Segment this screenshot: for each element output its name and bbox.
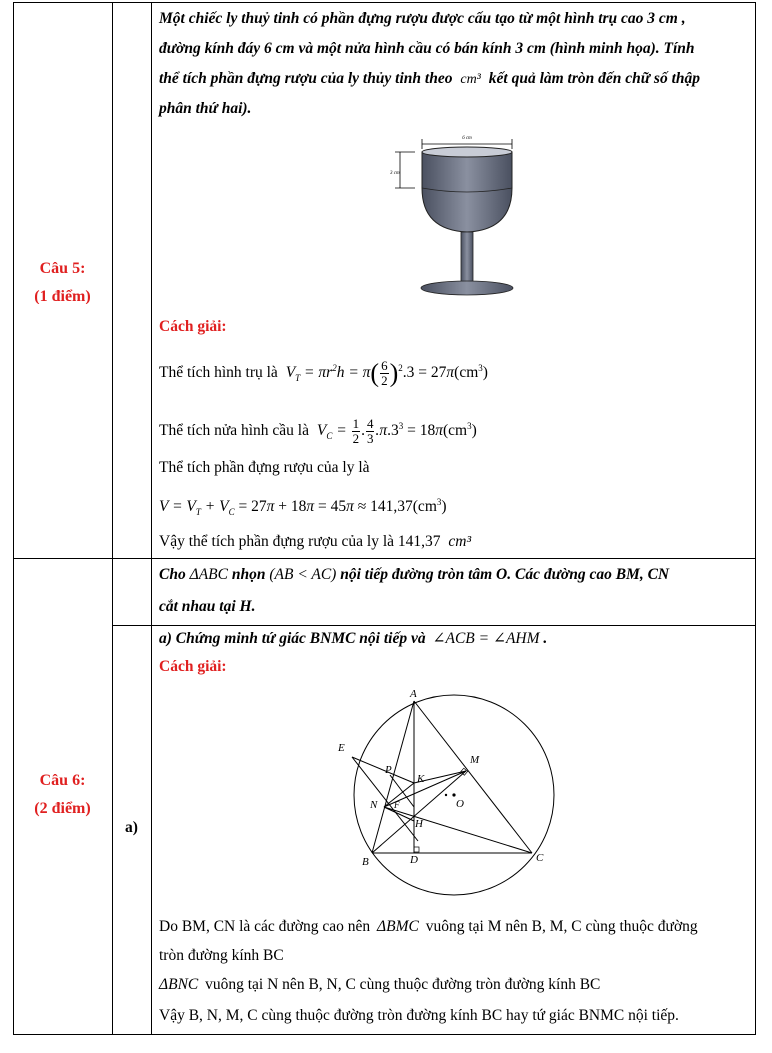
q5-problem-line-1: Một chiếc ly thuỷ tinh có phần đựng rượu được cấu tạo từ một hình trụ cao 3 cm , — [159, 10, 686, 27]
q5-problem-line-3a: thể tích phần đựng rượu của ly thủy tinh theo — [159, 70, 453, 87]
col-divider-2-bottom — [151, 558, 152, 1035]
point-label-k: K — [417, 773, 425, 785]
col-divider-1 — [112, 2, 113, 1035]
wine-glass-figure — [385, 130, 520, 310]
q5-points: (1 điểm) — [34, 288, 91, 304]
q5-step-hemisphere-text: Thể tích nửa hình cầu là — [159, 422, 309, 440]
circle-triangle-figure — [330, 683, 560, 908]
col-divider-2-top — [151, 2, 152, 558]
q6-proof-line-4: Vậy B, N, M, C cùng thuộc đường tròn đường kính BC hay tứ giác BNMC nội tiếp. — [159, 1007, 679, 1024]
fraction-6-over-2: $\frac{6}{2}$ — [381, 358, 388, 389]
q5-step-cylinder-text: Thể tích hình trụ là — [159, 364, 278, 382]
q5-step-cylinder-formula: $V_T = \pi r^2h = \pi$ — [285, 363, 371, 384]
width-dimension-label: 6 cm — [462, 136, 472, 141]
point-label-d: D — [410, 854, 418, 866]
table-border-left — [13, 2, 14, 1035]
q5-problem-line-3b: kết quả làm tròn đến chữ số thập — [488, 70, 701, 87]
q5-label: Câu 5: — [39, 260, 86, 277]
point-label-f: F — [394, 800, 400, 810]
table-border-bottom — [13, 1034, 756, 1035]
q6-proof-line-3-text: vuông tại N nên B, N, C cùng thuộc đường tròn đường kính BC — [205, 976, 601, 993]
q5-step-hemisphere: Thể tích nửa hình cầu là $V_C$ = $\frac{1}{2}$ . $\frac{4}{3}$ $.\pi.3^3 = 18\pi(cm^3)$ — [159, 416, 477, 447]
q5-conclusion — [159, 527, 471, 557]
q6-problem-line-2: cắt nhau tại H. — [159, 598, 256, 615]
q6-points: (2 điểm) — [34, 800, 91, 817]
q6-proof-line-1b: vuông tại M nên B, M, C cùng thuộc đường — [425, 918, 698, 935]
q6-part-a-statement: a) Chứng minh tứ giác BNMC nội tiếp và ∠ACB = ∠AHM . — [159, 630, 548, 647]
q5-problem-line-3 — [159, 64, 700, 95]
point-label-c: C — [536, 852, 544, 864]
q6-label: Câu 6: — [39, 772, 86, 789]
height-dimension-label: 3 cm — [390, 171, 400, 176]
q5-solution-heading: Cách giải: — [159, 318, 227, 335]
q6-part-label: a) — [125, 819, 138, 836]
q6-part-a-text: a) Chứng minh tứ giác BNMC nội tiếp và — [159, 630, 426, 647]
q5-conclusion-unit: cm³ — [448, 533, 472, 550]
q6-problem-line-1: Cho ΔABC nhọn (AB < AC) nội tiếp đường tròn tâm O. Các đường cao BM, CN — [159, 566, 670, 583]
row-divider-q5-q6 — [13, 558, 756, 559]
q5-step-total-formula: $V = V_T + V_C = 27\pi + 18\pi = 45\pi \approx 141,37(cm^3)$ — [159, 497, 447, 518]
point-label-h: H — [415, 818, 423, 830]
fraction-4-over-3: $\frac{4}{3}$ — [366, 416, 374, 447]
point-label-n: N — [370, 799, 378, 811]
q6-solution-heading: Cách giải: — [159, 658, 227, 675]
point-label-p: P — [385, 764, 392, 776]
q5-unit: cm³ — [460, 72, 481, 87]
table-border-right — [755, 2, 756, 1035]
q6-proof-line-2: tròn đường kính BC — [159, 947, 284, 964]
q6-proof-line-1a: Do BM, CN là các đường cao nên — [159, 918, 371, 935]
q6-problem-nhon: nhọn — [231, 566, 266, 583]
table-border-top — [13, 2, 756, 3]
q6-problem-rest: nội tiếp đường tròn tâm O. Các đường cao BM, CN — [340, 566, 670, 583]
q5-problem-line-2: đường kính đáy 6 cm và một nửa hình cầu có bán kính 3 cm (hình minh họa). Tính — [159, 40, 695, 57]
point-label-o: O — [456, 798, 464, 810]
point-label-m: M — [470, 754, 480, 766]
q6-proof-line-1: Do BM, CN là các đường cao nên ΔBMC vuông tại M nên B, M, C cùng thuộc đường — [159, 918, 698, 935]
point-label-a: A — [410, 688, 417, 700]
point-label-b: B — [362, 856, 369, 868]
q5-conclusion-text: Vậy thể tích phần đựng rượu của ly là 141,37 — [159, 533, 441, 550]
point-label-e: E — [338, 742, 345, 754]
q6-proof-line-3: ΔBNC vuông tại N nên B, N, C cùng thuộc đường tròn đường kính BC — [159, 976, 601, 993]
q5-problem-line-4: phân thứ hai). — [159, 100, 252, 117]
fraction-1-over-2: $\frac{1}{2}$ — [352, 416, 360, 447]
q5-step-total-label: Thể tích phần đựng rượu của ly là — [159, 459, 370, 476]
q5-step-cylinder: Thể tích hình trụ là $V_T = \pi r^2h = \pi$( $\frac{6}{2}$ )$^2.3 = 27\pi(cm^3)$ — [159, 358, 488, 389]
